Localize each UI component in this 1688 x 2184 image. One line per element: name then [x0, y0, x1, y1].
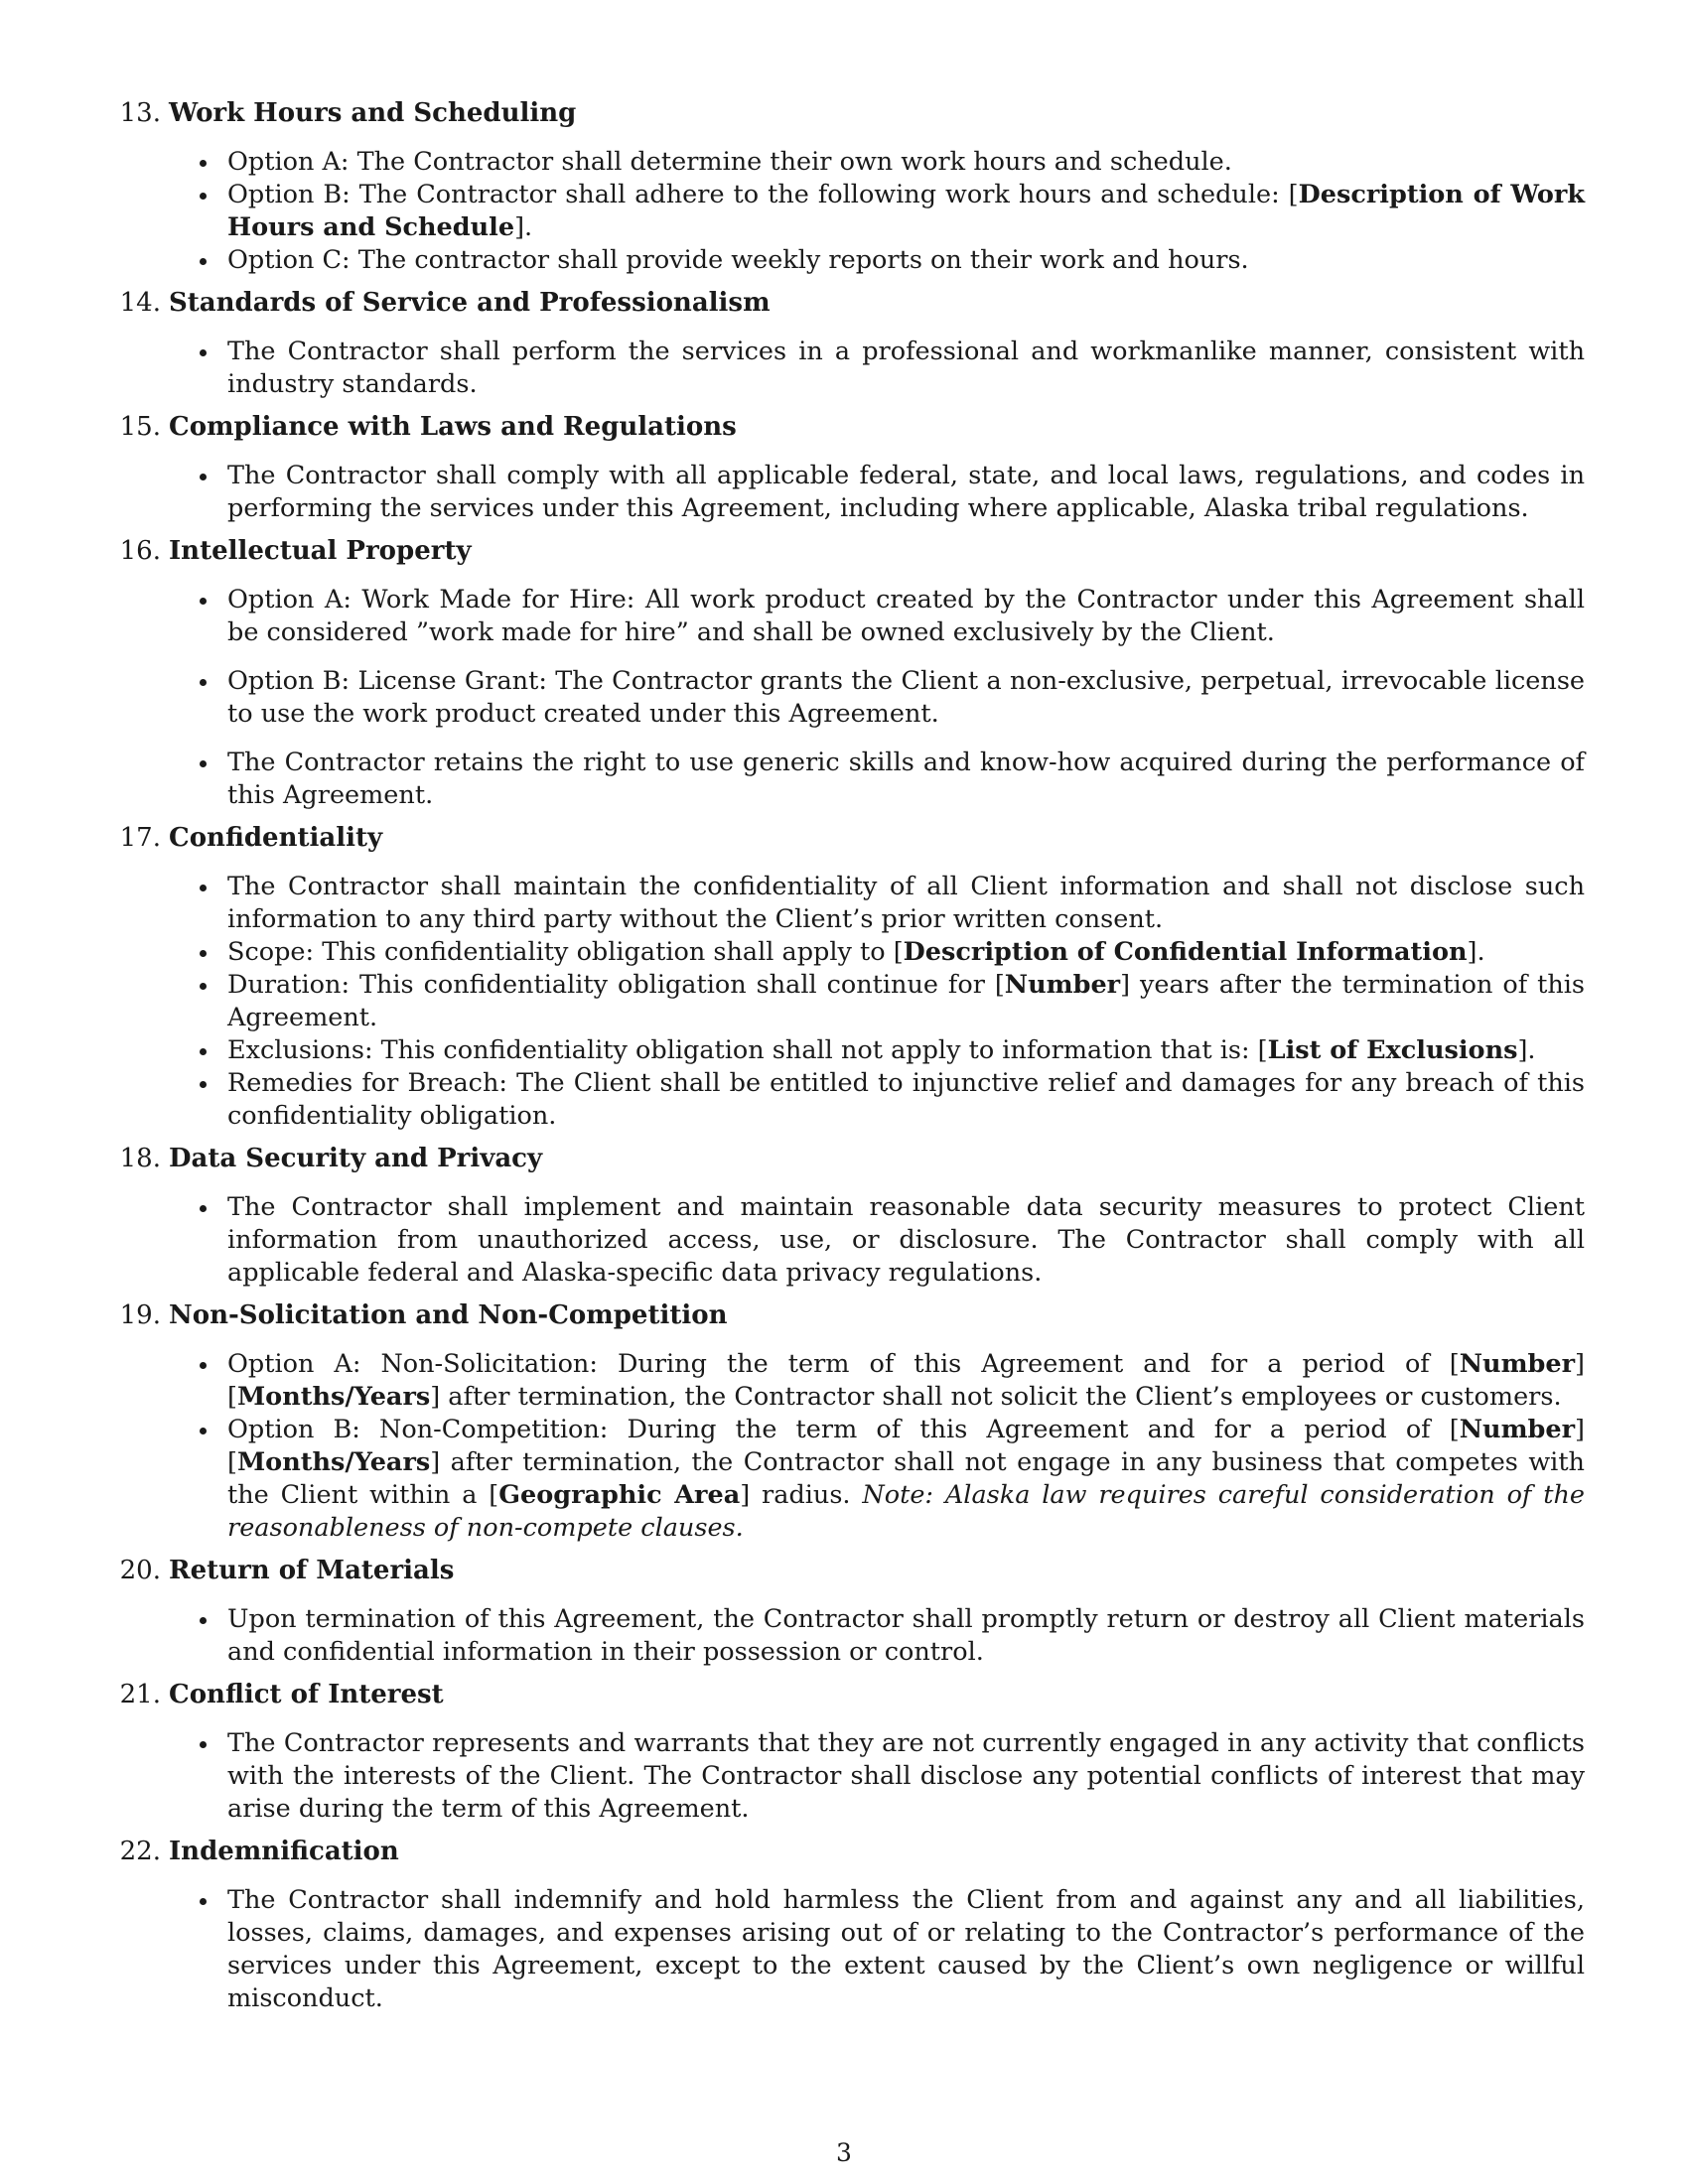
- placeholder-field: Months/Years: [236, 1382, 431, 1412]
- section-number: 15.: [119, 412, 161, 442]
- list-item: [117, 146, 1585, 179]
- section-title: Work Hours and Scheduling: [169, 98, 577, 128]
- bullet-icon: [200, 983, 207, 990]
- legal-note: Note: Alaska law requires careful consideration of the reasonableness of non-compete clauses.: [227, 1480, 1585, 1543]
- bullet-list: [117, 1727, 1587, 1826]
- item-text: Upon termination of this Agreement, the Contractor shall promptly return or destroy all Client materials and confidential information in their possession or control.: [227, 1604, 1585, 1667]
- bullet-icon: [200, 950, 207, 957]
- section-number: 22.: [119, 1837, 161, 1866]
- list-item: [117, 1034, 1585, 1067]
- section-conflict-of-interest: [117, 1679, 1587, 1826]
- section-heading: [117, 97, 1587, 130]
- list-item: [117, 460, 1585, 525]
- section-number: 20.: [119, 1556, 161, 1585]
- section-heading: [117, 1679, 1587, 1711]
- section-non-solicitation: [117, 1299, 1587, 1545]
- item-text: The Contractor retains the right to use generic skills and know-how acquired during the performance of this Agreement.: [227, 748, 1585, 810]
- section-heading: [117, 535, 1587, 568]
- section-data-security: [117, 1143, 1587, 1290]
- section-work-hours: [117, 97, 1587, 277]
- page-number: 3: [836, 2138, 852, 2167]
- bullet-icon: [200, 474, 207, 480]
- list-item: [117, 336, 1585, 401]
- section-title: Intellectual Property: [169, 536, 472, 566]
- list-item: [117, 747, 1585, 812]
- item-text: The Contractor shall comply with all applicable federal, state, and local laws, regulations, and codes in performing the services under this Agreement, including where applicable, Alaska tribal regulations.: [227, 461, 1585, 523]
- bullet-list: [117, 1191, 1587, 1290]
- item-text: The Contractor represents and warrants that they are not currently engaged in any activity that conflicts with the interests of the Client. The Contractor shall disclose any potential conflicts of interest that may arise during the term of this Agreement.: [227, 1728, 1585, 1824]
- bullet-icon: [200, 1205, 207, 1212]
- item-text: ] [: [227, 1415, 1585, 1477]
- placeholder-field: Description of Confidential Information: [903, 937, 1468, 967]
- bullet-icon: [200, 1362, 207, 1369]
- item-text: Option B: The Contractor shall adhere to the following work hours and schedule: [: [227, 180, 1299, 209]
- item-text: The Contractor shall maintain the confidentiality of all Client information and shall not disclose such information to any third party without the Client’s prior written consent.: [227, 872, 1585, 934]
- item-text: ] [: [227, 1349, 1585, 1412]
- section-title: Confidentiality: [169, 823, 383, 853]
- placeholder-field: Number: [1459, 1349, 1576, 1379]
- item-text: Scope: This confidentiality obligation shall apply to [: [227, 937, 904, 967]
- bullet-icon: [200, 1741, 207, 1748]
- section-compliance: [117, 411, 1587, 525]
- list-item: [117, 179, 1585, 244]
- bullet-list: [117, 871, 1587, 1133]
- section-intellectual-property: [117, 535, 1587, 812]
- section-title: Indemnification: [169, 1837, 399, 1866]
- item-text: Option C: The contractor shall provide weekly reports on their work and hours.: [227, 245, 1249, 275]
- list-item: [117, 871, 1585, 936]
- list-item: [117, 665, 1585, 731]
- bullet-icon: [200, 1428, 207, 1434]
- section-number: 13.: [119, 98, 161, 128]
- placeholder-field: List of Exclusions: [1267, 1035, 1518, 1065]
- bullet-list: [117, 1603, 1587, 1669]
- section-title: Data Security and Privacy: [169, 1144, 543, 1173]
- section-number: 14.: [119, 288, 161, 318]
- section-confidentiality: [117, 822, 1587, 1133]
- item-text: The Contractor shall implement and maintain reasonable data security measures to protect Client information from unauthorized access, use, or disclosure. The Contractor shall comply with all applicable federal and Alaska-specific data privacy regulations.: [227, 1192, 1585, 1288]
- section-heading: [117, 1143, 1587, 1175]
- section-title: Standards of Service and Professionalism: [169, 288, 771, 318]
- list-item: [117, 244, 1585, 277]
- section-title: Conflict of Interest: [169, 1680, 444, 1709]
- bullet-icon: [200, 1898, 207, 1905]
- section-number: 18.: [119, 1144, 161, 1173]
- section-standards: [117, 287, 1587, 401]
- bullet-list: [117, 584, 1587, 812]
- placeholder-field: Description of Work Hours and Schedule: [227, 180, 1585, 242]
- placeholder-field: Number: [1459, 1415, 1576, 1444]
- section-number: 16.: [119, 536, 161, 566]
- list-item: [117, 1067, 1585, 1133]
- bullet-icon: [200, 598, 207, 605]
- bullet-icon: [200, 679, 207, 686]
- placeholder-field: Number: [1004, 970, 1121, 1000]
- bullet-list: [117, 336, 1587, 401]
- placeholder-field: Months/Years: [236, 1447, 431, 1477]
- item-text: ].: [1467, 937, 1485, 967]
- item-text: Option A: Non-Solicitation: During the term of this Agreement and for a period of [: [227, 1349, 1460, 1379]
- bullet-list: [117, 146, 1587, 277]
- bullet-icon: [200, 760, 207, 767]
- list-item: [117, 936, 1585, 969]
- list-item: [117, 1884, 1585, 2015]
- section-number: 17.: [119, 823, 161, 853]
- item-text: ] after termination, the Contractor shall not solicit the Client’s employees or customers.: [430, 1382, 1562, 1412]
- item-text: ] years after the termination of this Agreement.: [227, 970, 1585, 1032]
- section-number: 19.: [119, 1300, 161, 1330]
- item-text: Remedies for Breach: The Client shall be entitled to injunctive relief and damages for any breach of this confidentiality obligation.: [227, 1068, 1585, 1131]
- list-item: [117, 1348, 1585, 1414]
- list-item: [117, 584, 1585, 649]
- section-title: Compliance with Laws and Regulations: [169, 412, 737, 442]
- bullet-icon: [200, 1081, 207, 1088]
- item-text: Option B: Non-Competition: During the term of this Agreement and for a period of [: [227, 1415, 1460, 1444]
- bullet-icon: [200, 1048, 207, 1055]
- item-text: Option B: License Grant: The Contractor grants the Client a non-exclusive, perpetual, irrevocable license to use the work product created under this Agreement.: [227, 666, 1585, 729]
- list-item: [117, 1414, 1585, 1545]
- item-text: The Contractor shall perform the services in a professional and workmanlike manner, consistent with industry standards.: [227, 337, 1585, 399]
- item-text: Exclusions: This confidentiality obligation shall not apply to information that is: [: [227, 1035, 1268, 1065]
- section-number: 21.: [119, 1680, 161, 1709]
- item-text: Option A: The Contractor shall determine their own work hours and schedule.: [227, 147, 1232, 177]
- bullet-list: [117, 460, 1587, 525]
- section-return-of-materials: [117, 1555, 1587, 1669]
- section-indemnification: [117, 1836, 1587, 2015]
- section-heading: [117, 287, 1587, 320]
- section-title: Return of Materials: [169, 1556, 455, 1585]
- item-text: ] radius.: [740, 1480, 863, 1510]
- section-heading: [117, 1555, 1587, 1587]
- section-heading: [117, 1836, 1587, 1868]
- item-text: ].: [1517, 1035, 1536, 1065]
- list-item: [117, 969, 1585, 1034]
- list-item: [117, 1191, 1585, 1290]
- item-text: The Contractor shall indemnify and hold harmless the Client from and against any and all liabilities, losses, claims, damages, and expenses arising out of or relating to the Contractor’s performance of the services under this Agreement, except to the extent caused by the Client’s own negligence or willful misconduct.: [227, 1885, 1585, 2013]
- section-title: Non-Solicitation and Non-Competition: [169, 1300, 728, 1330]
- bullet-icon: [200, 1617, 207, 1624]
- list-item: [117, 1603, 1585, 1669]
- bullet-icon: [200, 258, 207, 265]
- section-heading: [117, 411, 1587, 444]
- bullet-list: [117, 1884, 1587, 2015]
- bullet-icon: [200, 160, 207, 167]
- bullet-icon: [200, 193, 207, 200]
- item-text: ] after termination, the Contractor shall not engage in any business that competes with the Client within a [: [227, 1447, 1585, 1510]
- section-heading: [117, 822, 1587, 855]
- item-text: ].: [514, 212, 533, 242]
- placeholder-field: Geographic Area: [498, 1480, 741, 1510]
- item-text: Option A: Work Made for Hire: All work product created by the Contractor under this Agreement shall be considered ”work made for hire” and shall be owned exclusively by the Client.: [227, 585, 1585, 647]
- bullet-list: [117, 1348, 1587, 1545]
- document-page: [117, 97, 1587, 2025]
- bullet-icon: [200, 885, 207, 891]
- list-item: [117, 1727, 1585, 1826]
- section-heading: [117, 1299, 1587, 1332]
- bullet-icon: [200, 349, 207, 356]
- item-text: Duration: This confidentiality obligation shall continue for [: [227, 970, 1005, 1000]
